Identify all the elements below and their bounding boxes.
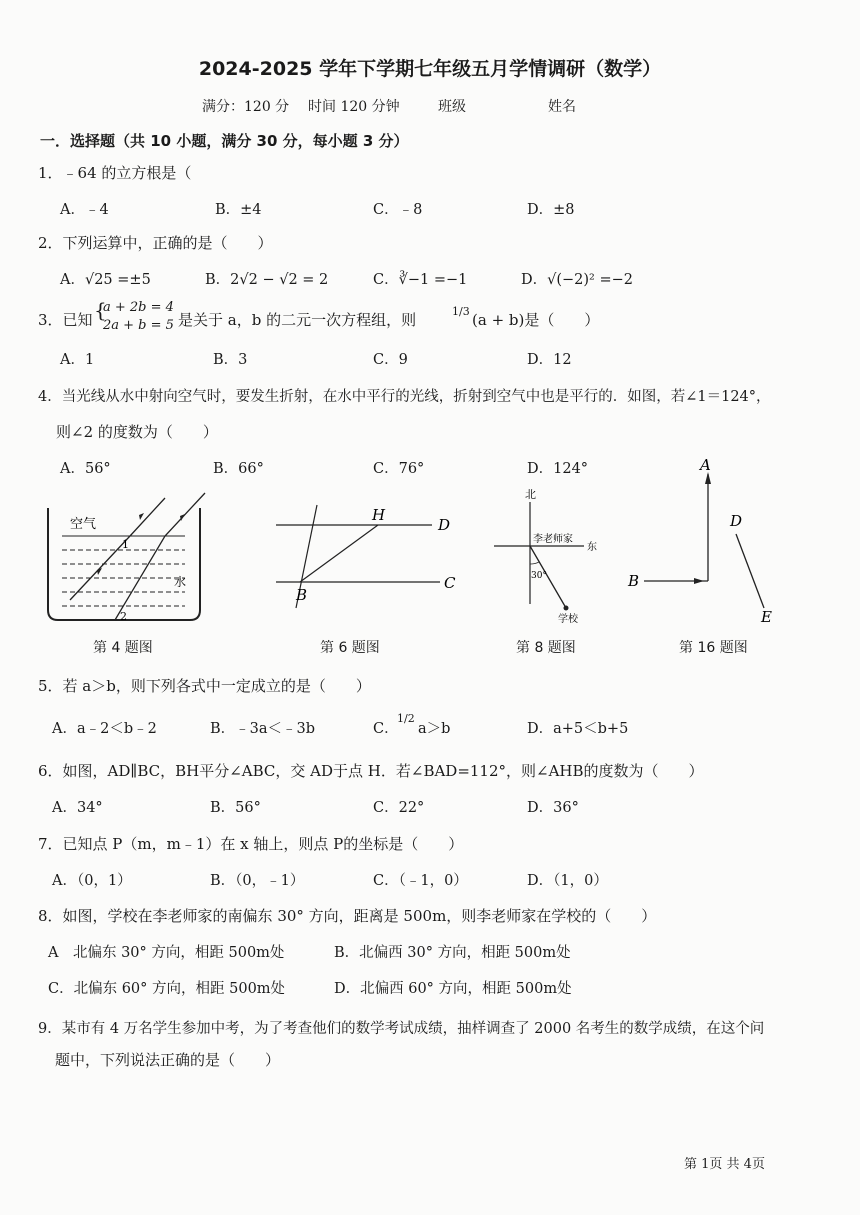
q7-option-a: A．（0，1） <box>52 873 132 889</box>
question-3-prefix: 3．已知 <box>38 311 93 329</box>
label-C: C <box>444 574 456 592</box>
label-north: 北 <box>525 488 536 501</box>
q2-option-b: B．2√2 − √2 = 2 <box>205 272 329 288</box>
caption-figure-8: 第 8 题图 <box>516 640 576 656</box>
figure-8-diagram <box>490 484 620 626</box>
q1-option-c: C．﹣8 <box>373 202 423 218</box>
question-4-stem-line1: 4．当光线从水中射向空气时，要发生折射，在水中平行的光线，折射到空气中也是平行的．如图，若∠1＝124°， <box>38 389 771 405</box>
label-angle-2: 2 <box>120 610 127 623</box>
q3-option-d: D．12 <box>527 352 572 368</box>
question-8-stem: 8．如图，学校在李老师家的南偏东 30° 方向，距离是 500m，则李老师家在学校的（ ） <box>38 907 657 925</box>
q1-option-b: B．±4 <box>215 202 262 218</box>
figure-6-diagram <box>272 500 472 612</box>
q8-option-c: C．北偏东 60° 方向，相距 500m处 <box>48 981 286 997</box>
equation-2: 2a + b = 5 <box>103 318 174 333</box>
q8-option-b: B．北偏西 30° 方向，相距 500m处 <box>334 945 571 961</box>
fraction-one-half: 1/2 <box>397 712 415 725</box>
label-D: D <box>438 516 451 534</box>
label-east: 东 <box>587 542 597 553</box>
question-7-stem: 7．已知点 P（m，m﹣1）在 x 轴上，则点 P的坐标是（ ） <box>38 835 464 853</box>
question-3-suffix: (a + b)是（ ） <box>472 311 600 329</box>
q6-option-a: A．34° <box>52 800 103 816</box>
q8-option-d: D．北偏西 60° 方向，相距 500m处 <box>334 981 572 997</box>
question-9-stem-line1: 9．某市有 4 万名学生参加中考，为了考查他们的数学考试成绩，抽样调查了 2000 名考生的数学成绩，在这个问 <box>38 1021 765 1037</box>
label-air: 空气 <box>70 517 97 532</box>
label-A: A <box>700 456 711 474</box>
caption-figure-4: 第 4 题图 <box>93 640 153 656</box>
label-B: B <box>628 572 640 590</box>
label-B: B <box>296 586 308 604</box>
name-label: 姓名 <box>548 99 576 115</box>
q6-option-d: D．36° <box>527 800 579 816</box>
q4-option-d: D．124° <box>527 461 589 477</box>
label-school: 学校 <box>558 614 578 625</box>
section-heading: 一．选择题（共 10 小题，满分 30 分，每小题 3 分） <box>40 132 409 150</box>
q2-option-d: D．√(−2)² =−2 <box>521 272 633 288</box>
q2-option-c: C．∛−1 =−1 <box>373 272 468 288</box>
question-9-stem-line2: 题中，下列说法正确的是（ ） <box>55 1051 281 1069</box>
q7-option-c: C．（﹣1，0） <box>373 873 468 889</box>
q5-option-c-prefix: C． <box>373 721 399 737</box>
class-label: 班级 <box>438 99 466 115</box>
label-teacher-home: 李老师家 <box>533 534 573 545</box>
label-E: E <box>761 608 772 626</box>
label-water: 水 <box>174 575 187 589</box>
question-1-stem: 1．﹣64 的立方根是（ <box>38 164 192 182</box>
fraction-one-third: 1/3 <box>452 305 470 318</box>
q3-option-a: A．1 <box>60 352 95 368</box>
q7-option-d: D．（1，0） <box>527 873 608 889</box>
q2-option-a: A．√25 =±5 <box>60 272 151 288</box>
page-title: 2024-2025 学年下学期七年级五月学情调研（数学） <box>198 58 662 80</box>
q4-option-c: C．76° <box>373 461 425 477</box>
caption-figure-16: 第 16 题图 <box>679 640 748 656</box>
q5-option-c-suffix: a＞b <box>418 721 451 737</box>
q5-option-b: B．﹣3a＜﹣3b <box>210 721 316 737</box>
q4-option-b: B．66° <box>213 461 264 477</box>
question-3-mid: 是关于 a，b 的二元一次方程组，则 <box>178 311 417 329</box>
caption-figure-6: 第 6 题图 <box>320 640 380 656</box>
q1-option-a: A．﹣4 <box>60 202 109 218</box>
q4-option-a: A．56° <box>60 461 111 477</box>
figure-4-diagram <box>40 488 220 626</box>
label-angle-1: 1 <box>122 538 129 551</box>
exam-time: 时间 120 分钟 <box>308 99 400 115</box>
equation-brace: { <box>94 298 107 322</box>
equation-1: a + 2b = 4 <box>103 300 174 315</box>
full-score: 满分：120 分 <box>202 99 290 115</box>
label-H: H <box>372 506 386 524</box>
q6-option-c: C．22° <box>373 800 425 816</box>
label-30-degrees: 30° <box>531 571 547 581</box>
q7-option-b: B．（0，﹣1） <box>210 873 305 889</box>
q5-option-a: A．a﹣2＜b﹣2 <box>52 721 157 737</box>
q5-option-d: D．a+5＜b+5 <box>527 721 629 737</box>
label-D: D <box>730 512 743 530</box>
q8-option-a: A 北偏东 30° 方向，相距 500m处 <box>48 945 285 961</box>
figure-16-diagram <box>624 454 784 626</box>
page-footer: 第 1页 共 4页 <box>684 1157 765 1172</box>
q3-option-b: B．3 <box>213 352 248 368</box>
question-2-stem: 2．下列运算中，正确的是（ ） <box>38 234 273 252</box>
question-5-stem: 5．若 a＞b，则下列各式中一定成立的是（ ） <box>38 677 371 695</box>
q1-option-d: D．±8 <box>527 202 575 218</box>
question-4-stem-line2: 则∠2 的度数为（ ） <box>56 423 218 441</box>
q6-option-b: B．56° <box>210 800 261 816</box>
q3-option-c: C．9 <box>373 352 408 368</box>
question-6-stem: 6．如图，AD∥BC，BH平分∠ABC，交 AD于点 H．若∠BAD=112°，则∠AHB的度数为（ ） <box>38 762 704 780</box>
